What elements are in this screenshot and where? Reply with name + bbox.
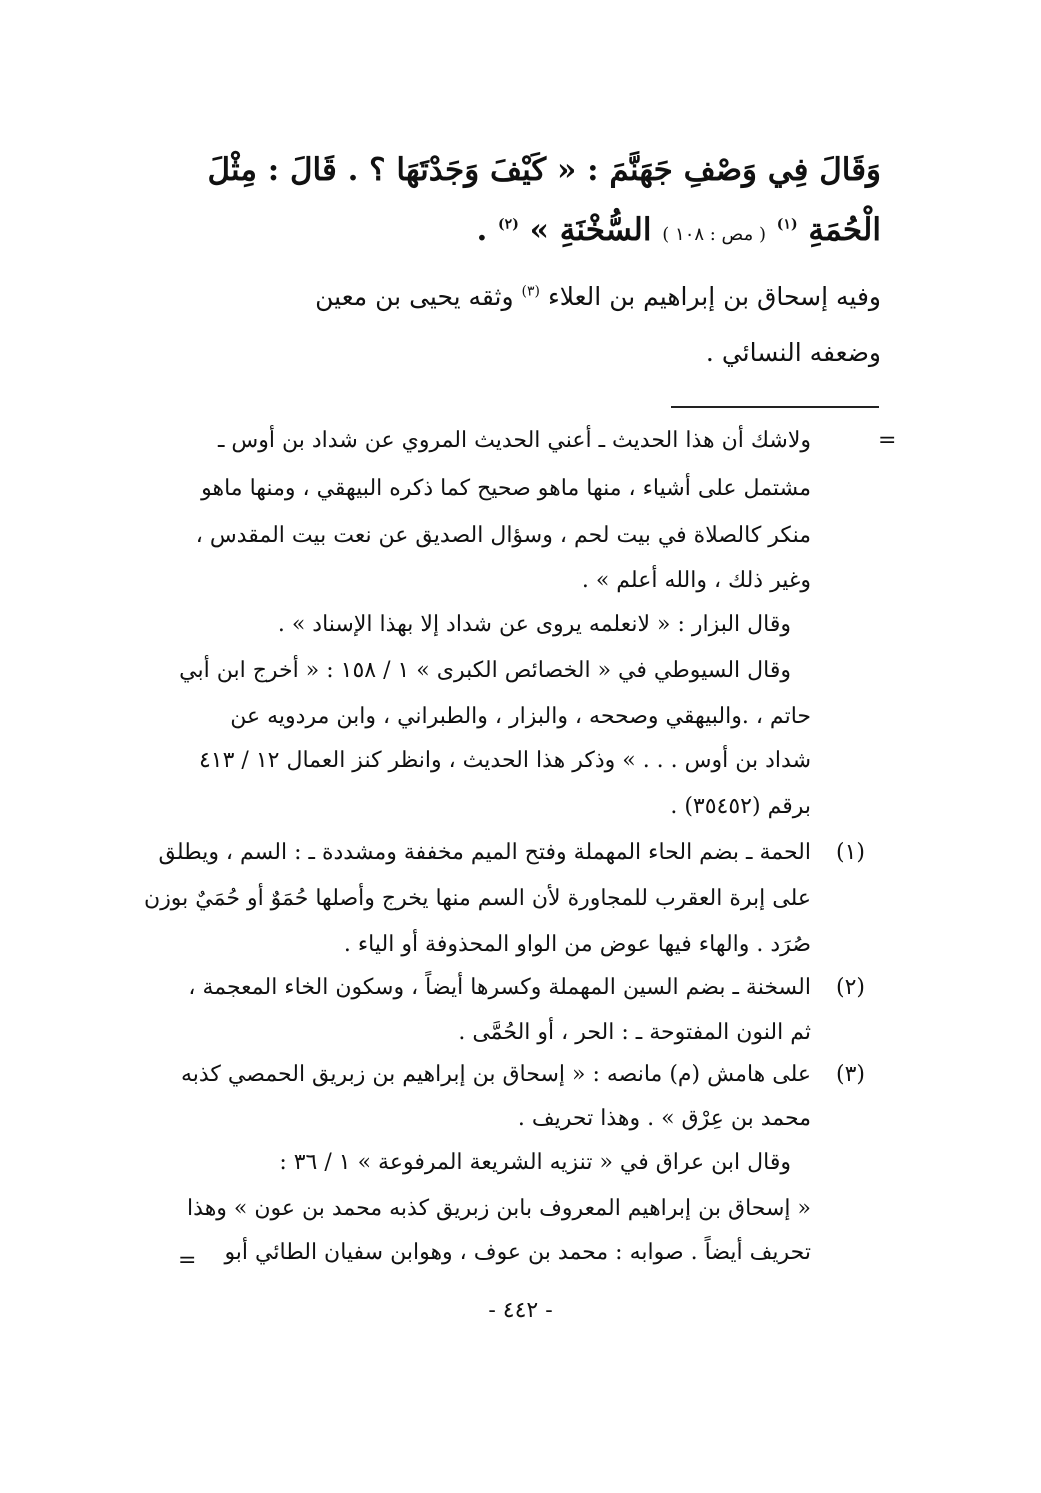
footnote-text: صُرَد . والهاء فيها عوض من الواو المحذوفة أو الياء . (343, 932, 811, 957)
footnote-cont-line-9 (670, 794, 811, 819)
footnote-cont-line-4 (582, 568, 811, 593)
footnote-1-line-3 (344, 932, 811, 957)
continuation-mark-bottom: = (178, 1248, 197, 1273)
footnote-text: تحريف أيضاً . صوابه : محمد بن عوف ، وهوابن سفيان الطائي أبو (224, 1240, 811, 1265)
footnote-text: برقم (٣٥٤٥٢) . (670, 794, 811, 819)
footnote-text: وقال السيوطي في « الخصائص الكبرى » ١ / ١٥٨ : « أخرج ابن أبي (179, 658, 791, 683)
footnote-3-number: (٣) (836, 1062, 866, 1087)
footnote-text: مشتمل على أشياء ، منها ماهو صحيح كما ذكره البيهقي ، ومنها ماهو (201, 476, 811, 501)
footnote-3-line-3 (279, 1150, 791, 1175)
footnote-2-line-2 (458, 1020, 811, 1045)
continuation-mark-top: = (878, 428, 897, 453)
page-number: - ٤٤٢ - (488, 1298, 553, 1323)
footnote-text: ثم النون المفتوحة ـ : الحر ، أو الحُمَّى . (458, 1020, 811, 1045)
footnote-cont-line-1 (218, 428, 811, 453)
narrator-line-2 (706, 338, 881, 367)
footnote-text: منكر كالصلاة في بيت لحم ، وسؤال الصديق عن نعت بيت المقدس ، (195, 523, 811, 548)
footnote-text: شداد بن أوس . . . » وذكر هذا الحديث ، وانظر كنز العمال ١٢ / ٤١٣ (198, 748, 811, 773)
footnote-1-number: (١) (836, 840, 866, 865)
footnote-separator (671, 406, 879, 408)
footnote-cont-line-7 (230, 704, 811, 729)
footnote-1-line-2 (144, 886, 811, 911)
hadith-word-humah: الْحُمَةِ (808, 212, 881, 248)
footnote-1-line-1 (159, 840, 811, 865)
narrator-line-1 (315, 282, 881, 311)
narrator-text-a: وفيه إسحاق بن إبراهيم بن العلاء (547, 282, 881, 311)
footnote-cont-line-2 (201, 476, 811, 501)
footnote-cont-line-8 (199, 748, 811, 773)
footnote-3-line-5 (224, 1240, 811, 1265)
footnote-text: وقال ابن عراق في « تنزيه الشريعة المرفوعة » ١ / ٣٦ : (279, 1150, 791, 1175)
footnote-text: السخنة ـ بضم السين المهملة وكسرها أيضاً ، وسكون الخاء المعجمة ، (188, 975, 811, 1000)
footnote-ref-3[interactable]: (٣) (521, 283, 540, 300)
narrator-text-c: وضعفه النسائي . (705, 338, 881, 367)
hadith-line-2 (476, 212, 881, 248)
footnote-text: حاتم ، .والبيهقي وصححه ، والبزار ، والطبراني ، وابن مردويه عن (230, 704, 811, 729)
hadith-line-1-text: وَقَالَ فِي وَصْفِ جَهَنَّمَ : « كَيْفَ وَجَدْتَهَا ؟ . قَالَ : مِثْلَ (207, 152, 881, 188)
source-reference: ( مص : ١٠٨ ) (662, 224, 766, 245)
footnote-text: وغير ذلك ، والله أعلم » . (581, 568, 811, 593)
hadith-word-sukhnah: السُّخْنَةِ » (529, 212, 652, 248)
footnote-text: محمد بن عِرْق » . وهذا تحريف . (517, 1106, 811, 1131)
footnote-text: على إبرة العقرب للمجاورة لأن السم منها يخرج وأصلها حُمَوٌ أو حُمَيٌ بوزن (144, 886, 811, 911)
footnote-text: ولاشك أن هذا الحديث ـ أعني الحديث المروي عن شداد بن أوس ـ (217, 428, 811, 453)
footnote-text: وقال البزار : « لانعلمه يروى عن شداد إلا بهذا الإسناد » . (277, 612, 791, 637)
footnote-cont-line-3 (196, 523, 811, 548)
footnote-3-line-1 (181, 1062, 811, 1087)
footnote-cont-line-6 (179, 658, 791, 683)
hadith-line-1 (208, 152, 881, 188)
footnote-text: « إسحاق بن إبراهيم المعروف بابن زبريق كذبه محمد بن عون » وهذا (187, 1196, 811, 1221)
footnote-3-line-4 (187, 1196, 811, 1221)
hadith-end-dot: . (476, 212, 488, 248)
footnote-cont-line-5 (278, 612, 791, 637)
footnote-2-number: (٢) (836, 975, 866, 1000)
footnote-ref-1[interactable]: (١) (776, 216, 798, 233)
narrator-text-b: وثقه يحيى بن معين (315, 282, 514, 311)
footnote-3-line-2 (518, 1106, 811, 1131)
footnote-ref-2[interactable]: (٢) (498, 216, 519, 233)
footnote-2-line-1 (188, 975, 811, 1000)
footnote-text: الحمة ـ بضم الحاء المهملة وفتح الميم مخففة ومشددة ـ : السم ، ويطلق (158, 840, 811, 865)
footnote-text: على هامش (م) مانصه : « إسحاق بن إبراهيم بن زبريق الحمصي كذبه (180, 1062, 811, 1087)
